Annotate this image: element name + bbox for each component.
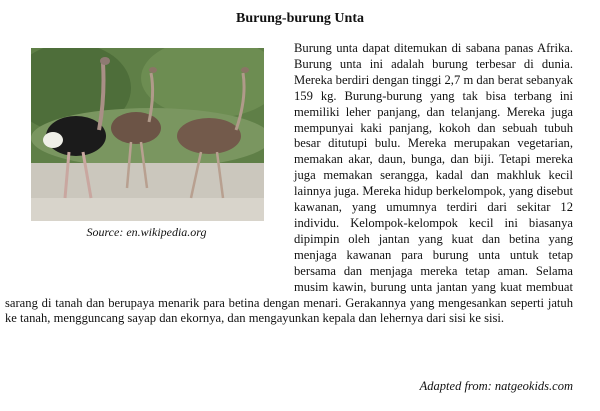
source-credit: Adapted from: natgeokids.com [419, 379, 573, 393]
article-body [5, 41, 573, 327]
figure [5, 41, 288, 284]
article-title: Burung-burung Unta [236, 11, 364, 26]
article-text: Burung unta dapat ditemukan di sabana panas Afrika. Burung unta ini adalah burung terbesar di dunia. Mereka berdiri dengan tinggi 2,7 m dan berat sebanyak 159 kg. Burung-burung yang tak bisa terbang ini memiliki leher panjang, dan telanjang. Mereka juga mempunyai kaki panjang, kokoh dan sebuah tubuh besar ditutupi bulu. Mereka merupakan vegetarian, memakan akar, daun, bunga, dan biji. Tetapi mereka juga memakan serangga, kadal dan makhluk kecil lainnya juga. Mereka hidup berkelompok, yang disebut kawanan, yang umumnya terdiri dari sekitar 12 individu. Kelompok-kelompok kecil ini biasanya dipimpin oleh jantan yang kuat dan betina yang menjaga kawanan para burung unta untuk tetap bersama dan menjaga mereka tetap aman. Selama musim kawin, burung unta jantan yang kuat membuat sarang di tanah dan berupaya menarik para betina dengan menari. Gerakannya yang mengesankan seperti jatuh ke tanah, mengguncang sayap dan ekornya, dan mengayunkan kepala dan lehernya dari sisi ke sisi. [5, 41, 573, 326]
ostrich-photo [31, 48, 264, 221]
ostrich-illustration [31, 48, 264, 221]
photo-caption: Source: en.wikipedia.org [86, 225, 207, 239]
